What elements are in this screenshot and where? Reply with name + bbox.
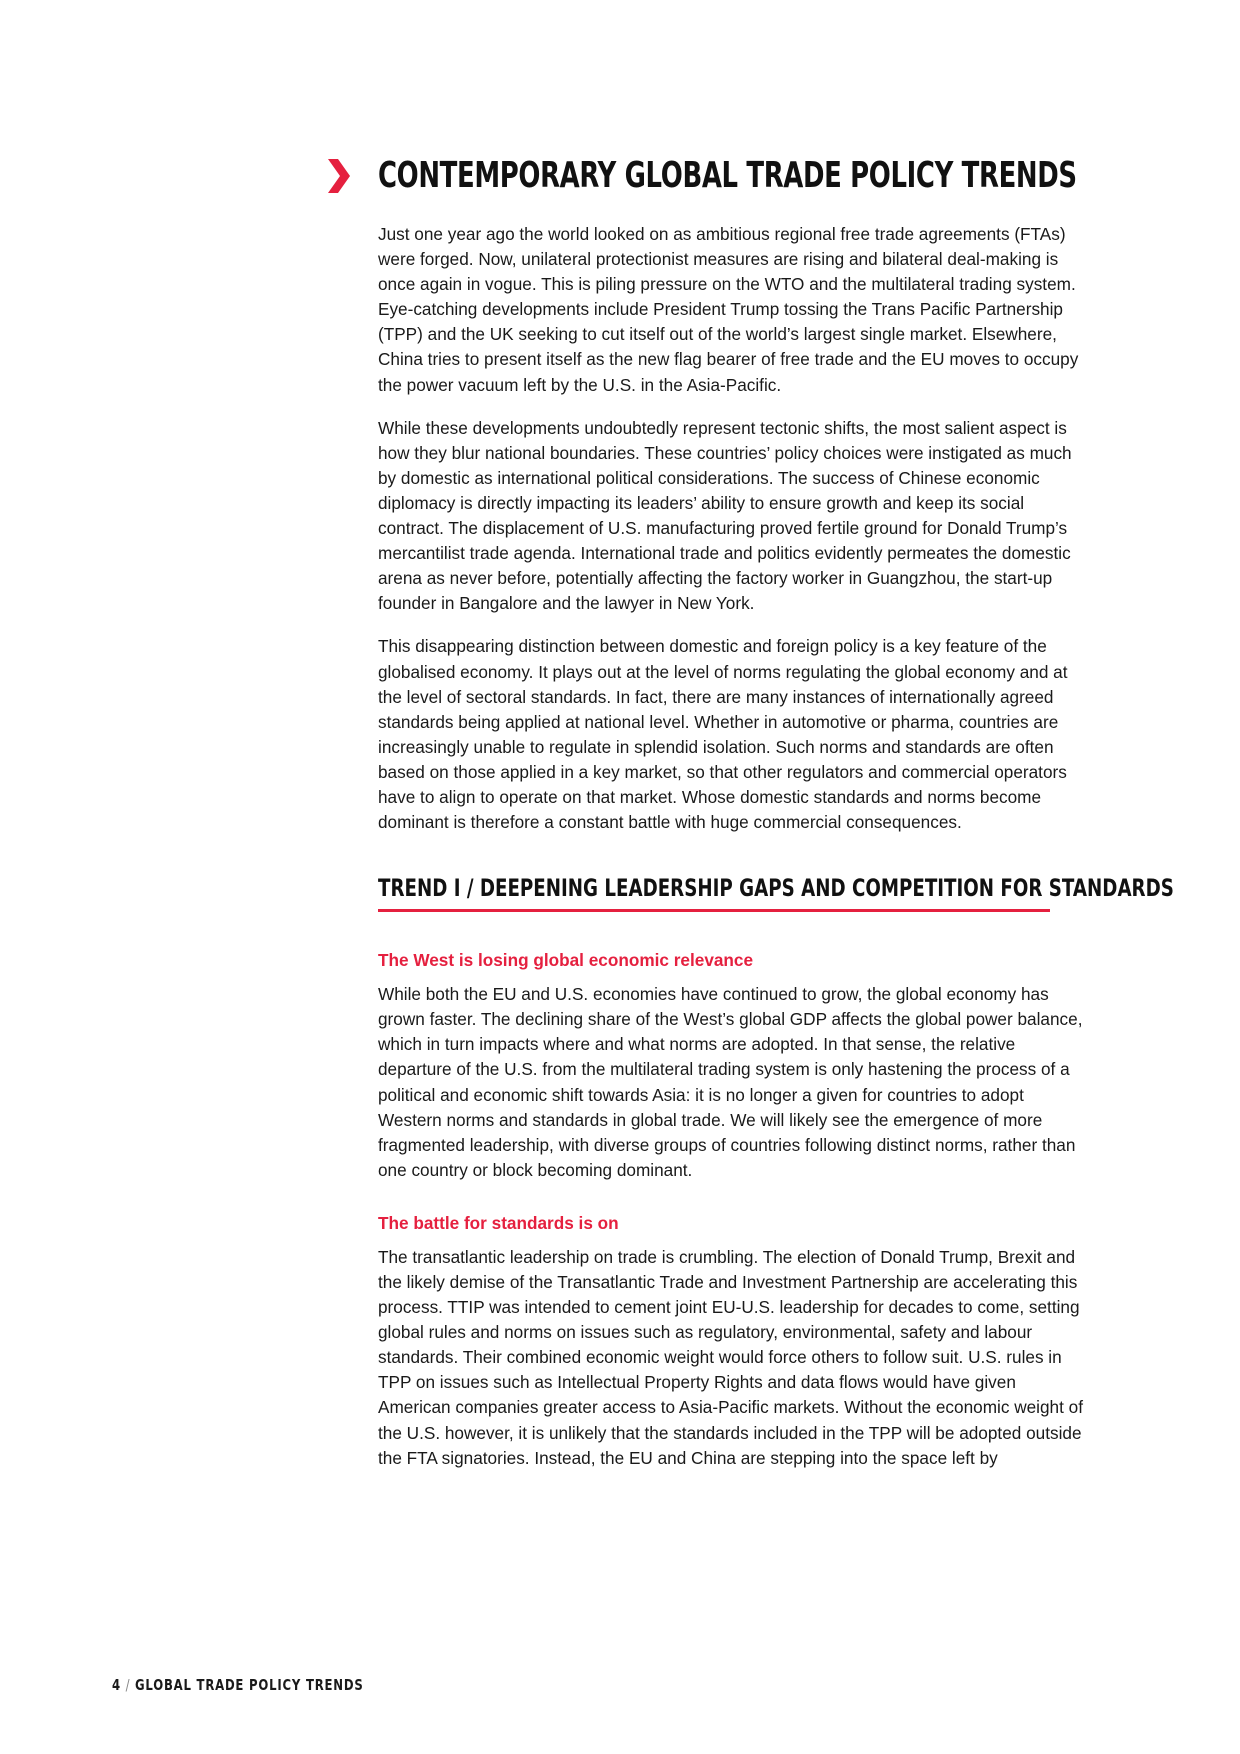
trend-heading: TREND I / DEEPENING LEADERSHIP GAPS AND COMPETITION FOR STANDARDS	[378, 874, 1174, 903]
page-title: CONTEMPORARY GLOBAL TRADE POLICY TRENDS	[378, 155, 1077, 196]
footer-separator: /	[125, 1676, 131, 1694]
trend-heading-block	[378, 873, 1174, 912]
intro-paragraph: This disappearing distinction between domestic and foreign policy is a key feature of the globalised economy. It plays out at the level of norms regulating the global economy and at the level of sectoral standards. In fact, there are many instances of internationally agreed standards being applied at national level. Whether in automotive or pharma, countries are increasingly unable to regulate in splendid isolation. Such norms and standards are often based on those applied in a key market, so that other regulators and commercial operators have to align to operate on that market. Whose domestic standards and norms become dominant is therefore a constant battle with huge commercial consequences.	[378, 636, 1068, 833]
chevron-right-icon	[326, 157, 352, 195]
section-subheading: The battle for standards is on	[378, 1212, 619, 1233]
intro-paragraph: While these developments undoubtedly represent tectonic shifts, the most salient aspect is how they blur national boundaries. These countries’ policy choices were instigated as much by domestic as international political considerations. The success of Chinese economic diplomacy is directly impacting its leaders’ ability to ensure growth and keep its social contract. The displacement of U.S. manufacturing proved fertile ground for Donald Trump’s mercantilist trade agenda. International trade and politics evidently permeates the domestic arena as never before, potentially affecting the factory worker in Guangzhou, the start-up founder in Bangalore and the lawyer in New York.	[378, 417, 1072, 614]
page-footer	[112, 1676, 364, 1694]
page-number: 4	[112, 1676, 121, 1694]
page-title-row	[326, 152, 1240, 200]
section-subheading: The West is losing global economic relevance	[378, 950, 754, 971]
section-paragraph: While both the EU and U.S. economies have continued to grow, the global economy has grown faster. The declining share of the West’s global GDP affects the global power balance, which in turn impacts where and what norms are adopted. In that sense, the relative departure of the U.S. from the multilateral trading system is only hastening the process of a political and economic shift towards Asia: it is no longer a given for countries to adopt Western norms and standards in global trade. We will likely see the emergence of more fragmented leadership, with diverse groups of countries following distinct norms, rather than one country or block becoming dominant.	[378, 984, 1083, 1180]
intro-paragraph: Just one year ago the world looked on as ambitious regional free trade agreements (FTAs) were forged. Now, unilateral protectionist measures are rising and bilateral deal-making is once again in vogue. This is piling pressure on the WTO and the multilateral trading system. Eye-catching developments include President Trump tossing the Trans Pacific Partnership (TPP) and the UK seeking to cut itself out of the world’s largest single market. Elsewhere, China tries to present itself as the new flag bearer of free trade and the EU moves to occupy the power vacuum left by the U.S. in the Asia-Pacific.	[378, 224, 1079, 395]
section-paragraph: The transatlantic leadership on trade is crumbling. The election of Donald Trump, Brexit and the likely demise of the Transatlantic Trade and Investment Partnership are accelerating this process. TTIP was intended to cement joint EU-U.S. leadership for decades to come, setting global rules and norms on issues such as regulatory, environmental, safety and labour standards. Their combined economic weight would force others to follow suit. U.S. rules in TPP on issues such as Intellectual Property Rights and data flows would have given American companies greater access to Asia-Pacific markets. Without the economic weight of the U.S. however, it is unlikely that the standards included in the TPP will be adopted outside the FTA signatories. Instead, the EU and China are stepping into the space left by	[378, 1246, 1083, 1468]
running-title: GLOBAL TRADE POLICY TRENDS	[135, 1676, 364, 1694]
main-content	[378, 222, 1174, 1489]
